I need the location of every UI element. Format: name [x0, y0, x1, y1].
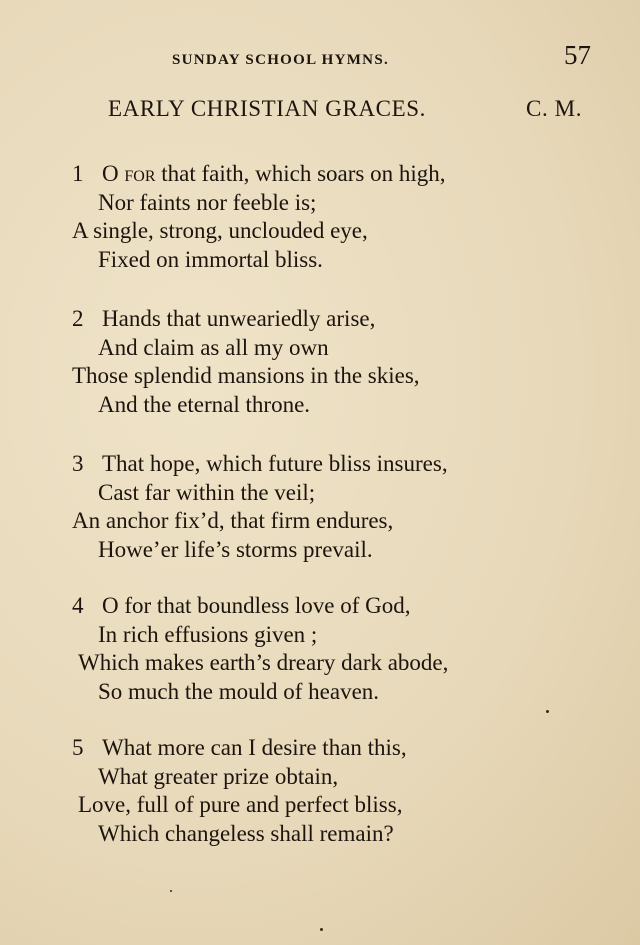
- hymn-title-row: [108, 96, 598, 122]
- line-text: That hope, which future bliss insures,: [102, 451, 448, 476]
- hymn-title: EARLY CHRISTIAN GRACES.: [108, 96, 426, 121]
- stanza-line: So much the mould of heaven.: [98, 678, 380, 704]
- stanza-1: [72, 160, 612, 274]
- paper-speck: [546, 710, 549, 713]
- paper-speck: [320, 928, 323, 931]
- stanza-line: In rich effusions given ;: [98, 621, 318, 647]
- running-title: SUNDAY SCHOOL HYMNS.: [172, 52, 390, 68]
- stanza-line: [72, 450, 612, 479]
- stanza-line: [72, 592, 612, 621]
- stanza-line: Cast far within the veil;: [98, 479, 316, 505]
- page-number: 57: [564, 40, 591, 70]
- stanza-line: Those splendid mansions in the skies,: [72, 363, 420, 388]
- stanza-line: And claim as all my own: [98, 334, 329, 360]
- stanza-line: What greater prize obtain,: [98, 763, 339, 789]
- stanza-line: An anchor fix’d, that firm endures,: [72, 508, 394, 533]
- stanza-line: Which makes earth’s dreary dark abode,: [78, 650, 449, 675]
- stanza-number: 5: [72, 735, 84, 760]
- stanza-number: 4: [72, 593, 84, 618]
- stanza-line: Howe’er life’s storms prevail.: [98, 536, 373, 562]
- line-smallcaps: for: [124, 161, 156, 186]
- line-text: What more can I desire than this,: [102, 735, 407, 760]
- stanza-line: Nor faints nor feeble is;: [98, 189, 317, 215]
- stanza-line: [72, 734, 612, 763]
- stanza-number: 1: [72, 161, 84, 186]
- stanza-line: Fixed on immortal bliss.: [98, 246, 323, 272]
- line-text: Hands that unweariedly arise,: [102, 306, 376, 331]
- stanza-line: Love, full of pure and perfect bliss,: [78, 792, 403, 817]
- stanza-2: [72, 305, 612, 419]
- stanza-4: [72, 592, 612, 706]
- line-text: O for that boundless love of God,: [102, 593, 411, 618]
- paper-speck: [170, 890, 172, 892]
- stanza-line: [72, 305, 612, 334]
- stanza-line: Which changeless shall remain?: [98, 820, 394, 846]
- stanza-number: 2: [72, 306, 84, 331]
- line-rest: that faith, which soars on high,: [155, 161, 446, 186]
- line-lead: O: [102, 161, 119, 186]
- stanza-5: [72, 734, 612, 848]
- stanza-line: [72, 160, 612, 189]
- stanza-3: [72, 450, 612, 564]
- hymn-meter: C. M.: [526, 96, 583, 121]
- stanza-line: And the eternal throne.: [98, 391, 311, 417]
- stanza-number: 3: [72, 451, 84, 476]
- stanza-line: A single, strong, unclouded eye,: [72, 218, 368, 243]
